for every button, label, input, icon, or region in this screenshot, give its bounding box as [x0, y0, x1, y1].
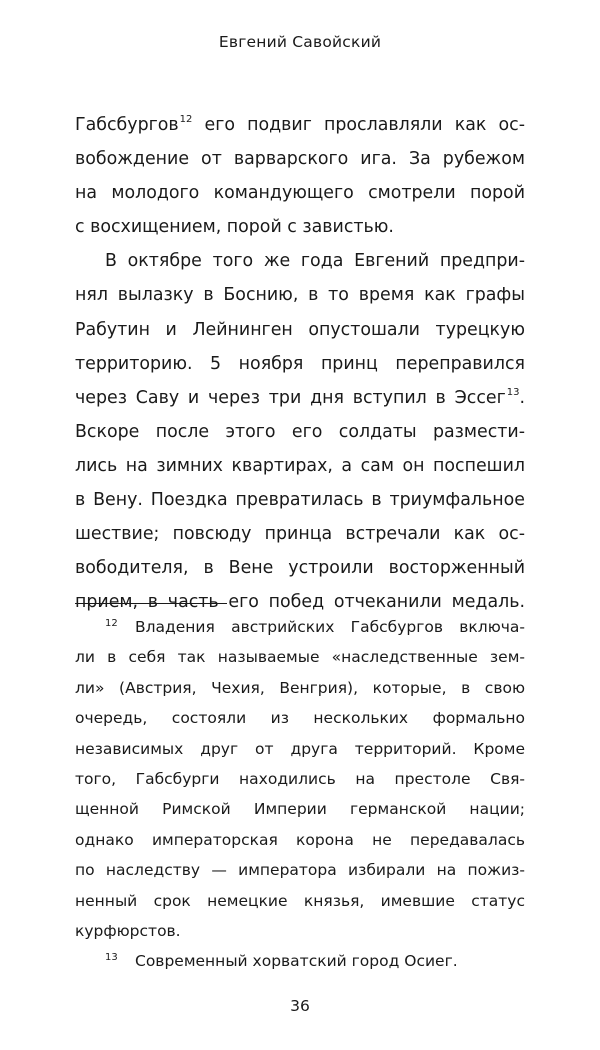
text-line: в Вену. Поездка превратилась в триумфальное	[75, 490, 525, 511]
main-text	[75, 108, 525, 619]
text-line: Вскоре после этого его солдаты размести-	[75, 421, 525, 442]
footnote-line: ненный срок немецкие князья, имевшие статус	[75, 891, 525, 910]
text-line: В октябре того же года Евгений предпри-	[105, 251, 525, 272]
text-line: Габсбургов$^{12}$ его подвиг прославляли как ос-	[75, 114, 525, 135]
footnote-line: щенной Римской Империи германской нации;	[75, 800, 525, 819]
text-line: Рабутин и Лейнинген опустошали турецкую	[75, 319, 525, 340]
footnote-line: независимых друг от друга территорий. Кроме	[75, 739, 525, 758]
footnote-line: ли» (Австрия, Чехия, Венгрия), которые, в свою	[75, 678, 525, 697]
footnote-line: очередь, состояли из нескольких формально	[75, 709, 525, 728]
page-number: 36	[290, 997, 310, 1015]
running-head: Евгений Савойский	[218, 33, 382, 51]
text-line: через Саву и через три дня вступил в Эссег$^{13}$.	[75, 386, 525, 408]
footnote-13: 13 Современный хорватский город Осиег.	[75, 946, 525, 976]
footnote-line: курфюрстов.	[75, 921, 181, 940]
text-line: территорию. 5 ноября принц переправился	[75, 353, 525, 374]
text-line: прием, в часть его побед отчеканили медаль.	[75, 592, 525, 613]
text-line: на молодого командующего смотрели порой	[75, 183, 525, 204]
footnote-number: 13	[105, 952, 118, 964]
footnote-ref-13[interactable]: 13	[506, 386, 520, 398]
text-line: вободителя, в Вене устроили восторженный	[75, 558, 525, 579]
footnote-divider	[75, 603, 227, 604]
footnote-line: того, Габсбурги находились на престоле Свя-	[75, 769, 525, 788]
text-line: лись на зимних квартирах, а сам он поспешил	[75, 455, 525, 476]
footnote-line: ли в себя так называемые «наследственные зем-	[75, 648, 525, 667]
footnote-line: по наследству — императора избирали на пожиз-	[75, 861, 525, 880]
footnotes	[75, 612, 525, 977]
footnote-number: 12	[105, 618, 118, 629]
text-line: с восхищением, порой с завистью.	[75, 217, 394, 238]
text-line: вобождение от варварского ига. За рубежом	[75, 149, 525, 170]
text-line: нял вылазку в Боснию, в то время как графы	[75, 285, 525, 306]
text-line: шествие; повсюду принца встречали как ос-	[75, 524, 525, 545]
footnote-12: 12 Владения австрийских Габсбургов включа-	[75, 612, 525, 642]
footnote-ref-12[interactable]: 12	[179, 114, 193, 125]
footnote-line: однако императорская корона не передавалась	[75, 830, 525, 849]
